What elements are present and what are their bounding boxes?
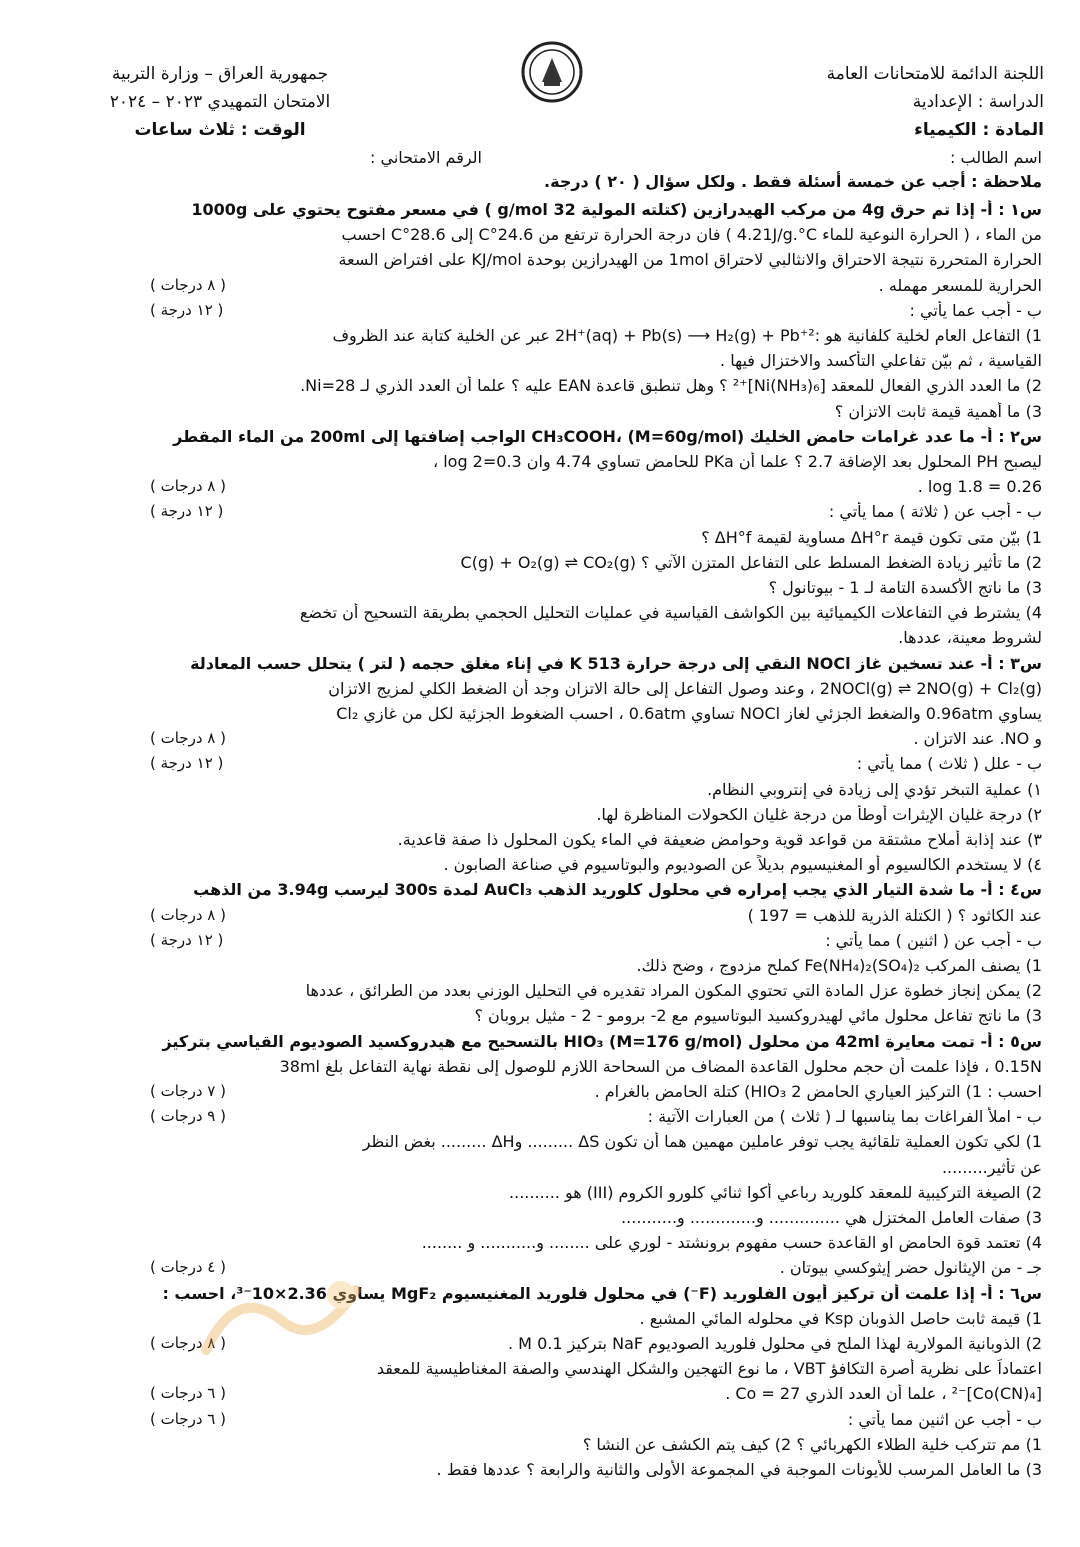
exam-number-label: الرقم الامتحاني :: [370, 148, 482, 167]
marks-label: ( ٨ درجات ): [150, 729, 226, 748]
question-line: 1) لكي تكون العملية تلقائية يجب توفر عاملين مهمين هما أن تكون ΔS ......... وΔH ......... بغض النظر: [362, 1132, 1042, 1152]
question-line: احسب : 1) التركيز العياري الحامض HIO₃ 2) كتلة الحامض بالغرام .: [594, 1082, 1042, 1101]
question-line: 2) ما العدد الذري الفعال للمعقد [Ni(NH₃)₆]⁺² ؟ وهل تنطبق قاعدة EAN عليه ؟ علما أن العدد الذري لـ Ni=28.: [300, 376, 1042, 396]
question-line: س٢ : أ- ما عدد غرامات حامض الخليك CH₃COOH، (M=60g/mol) الواجب إضافتها إلى 200ml من الماء المقطر: [173, 426, 1042, 446]
question-line: س٣ : أ- عند تسخين غاز NOCl النقي إلى درجة حرارة 513 K في إناء مغلق حجمه ( لتر ) يتحلل حسب المعادلة: [190, 653, 1042, 673]
question-line: عند الكاثود ؟ ( الكتلة الذرية للذهب = 197 ): [747, 905, 1042, 925]
committee-name: اللجنة الدائمة للامتحانات العامة: [826, 64, 1044, 84]
marks-label: ( ٨ درجات ): [150, 275, 226, 294]
question-line: 3) ما العامل المرسب للأيونات الموجبة في المجموعة الأولى والثانية والرابعة ؟ عددها فقط .: [436, 1460, 1042, 1479]
question-line: ٢) درجة غليان الإيثرات أوطأ من درجة غليان الكحولات المناظرة لها.: [596, 804, 1042, 824]
question-line: [Co(CN)₄]⁻² ، علما أن العدد الذري Co = 27 .: [725, 1384, 1042, 1404]
marks-label: ( ٩ درجات ): [150, 1107, 226, 1126]
question-line: log 1.8 = 0.26 .: [917, 477, 1042, 497]
marks-label: ( ١٢ درجة ): [150, 300, 224, 319]
question-line: لشروط معينة، عددها.: [898, 628, 1042, 648]
marks-label: ( ٤ درجات ): [150, 1258, 226, 1277]
marks-label: ( ٧ درجات ): [150, 1082, 226, 1100]
study-level: الدراسة : الإعدادية: [912, 92, 1044, 112]
subject: المادة : الكيمياء: [914, 120, 1044, 140]
exam-time: الوقت : ثلاث ساعات: [134, 120, 306, 140]
question-line: 2) الصيغة التركيبية للمعقد كلوريد رباعي أكوا ثنائي كلورو الكروم (III) هو ..........: [509, 1182, 1042, 1202]
question-line: ٤) لا يستخدم الكالسيوم أو المغنيسيوم بديلاً عن الصوديوم والبوتاسيوم في صناعة الصابون .: [443, 855, 1042, 875]
marks-label: ( ١٢ درجة ): [150, 754, 224, 773]
question-line: ١) عملية التبخر تؤدي إلى زيادة في إنتروبي النظام.: [707, 779, 1042, 799]
exam-note: ملاحظة : أجب عن خمسة أسئلة فقط . ولكل سؤال ( ٢٠ ) درجة.: [544, 172, 1042, 191]
question-line: جـ - من الإيثانول حضر إيثوكسي بيوتان .: [779, 1258, 1042, 1278]
question-line: 3) ما ناتج الأكسدة التامة لـ 1 - بيوتانول ؟: [768, 578, 1042, 597]
question-line: 1) يصنف المركب Fe(NH₄)₂(SO₄)₂ كملح مزدوج ، وضح ذلك.: [636, 956, 1042, 975]
question-line: 1) التفاعل العام لخلية كلفانية هو :2H⁺(aq) + Pb(s) ⟶ H₂(g) + Pb⁺² عبر عن الخلية كتابة عند الظروف: [332, 326, 1042, 345]
question-line: 3) ما أهمية قيمة ثابت الاتزان ؟: [834, 401, 1042, 421]
question-line: 2NOCl(g) ⇌ 2NO(g) + Cl₂(g) ، وعند وصول التفاعل إلى حالة الاتزان وجد أن الضغط الكلي لمزيج الاتزان: [328, 678, 1042, 698]
marks-label: ( ٨ درجات ): [150, 477, 226, 496]
question-line: س٥ : أ- تمت معايرة 42ml من محلول HIO₃ (M=176 g/mol) بالتسحيح مع هيدروكسيد الصوديوم القياسي بتركيز: [162, 1031, 1042, 1051]
question-line: س١ : أ- إذا تم حرق 4g من مركب الهيدرازين (كتلته المولية 32 g/mol ) في مسعر مفتوح يحتوي على 1000g: [191, 200, 1042, 219]
question-line: 2) يمكن إنجاز خطوة عزل المادة التي تحتوي المكون المراد تقديره في التحليل الوزني بعدد من الطرائق ، عددها: [305, 981, 1042, 1001]
question-line: س٦ : أ- إذا علمت أن تركيز أيون الفلوريد (F⁻) في محلول فلوريد المغنيسيوم MgF₂ يساوي 2.36×10⁻³، احسب :: [162, 1283, 1042, 1303]
question-line: اعتماداً على نظرية أصرة التكافؤ VBT ، ما نوع التهجين والشكل الهندسي والصفة المغناطيسية للمعقد: [376, 1359, 1042, 1379]
question-line: 2) الذوبانية المولارية لهذا الملح في محلول فلوريد الصوديوم NaF بتركيز 0.1 M .: [508, 1334, 1042, 1353]
question-line: ب - علل ( ثلاث ) مما يأتي :: [856, 754, 1042, 774]
question-line: 0.15N ، فإذا علمت أن حجم محلول القاعدة المضاف من السحاحة اللازم للوصول إلى نقطة نهاية التفاعل بلغ 38ml: [279, 1056, 1042, 1076]
marks-label: ( ١٢ درجة ): [150, 930, 224, 949]
question-line: عن تأثير.........: [941, 1157, 1042, 1177]
student-name-label: اسم الطالب :: [950, 148, 1042, 167]
question-line: ليصبح PH المحلول بعد الإضافة 2.7 ؟ علما أن PKa للحامض تساوي 4.74 وان log 2=0.3 ،: [432, 452, 1042, 471]
exam-title: الامتحان التمهيدي ٢٠٢٣ – ٢٠٢٤: [109, 92, 331, 112]
question-line: 3) صفات العامل المختزل هي .............. و............. و...........: [621, 1208, 1042, 1227]
question-line: ب - أجب عن اثنين مما يأتي :: [847, 1409, 1042, 1429]
emblem-icon: [520, 40, 584, 104]
question-line: 1) بيّن متى تكون قيمة ΔH°r مساوية لقيمة ΔH°f ؟: [701, 527, 1042, 547]
question-line: ب - املأ الفراغات بما يناسبها لـ ( ثلاث ) من العبارات الآتية :: [647, 1107, 1042, 1127]
question-line: يساوي 0.96atm والضغط الجزئي لغاز NOCl تساوي 0.6atm ، احسب الضغوط الجزئية لكل من غازي Cl₂: [336, 704, 1042, 723]
question-line: 2) ما تأثير زيادة الضغط المسلط على التفاعل المتزن الآتي ؟ C(g) + O₂(g) ⇌ CO₂(g): [460, 552, 1042, 572]
question-line: س٤ : أ- ما شدة التيار الذي يجب إمراره في محلول كلوريد الذهب AuCl₃ لمدة 300s ليرسب 3.94g من الذهب: [193, 880, 1042, 900]
question-line: 1) مم تتركب خلية الطلاء الكهربائي ؟ 2) كيف يتم الكشف عن النشا ؟: [582, 1434, 1042, 1454]
question-line: 4) يشترط في التفاعلات الكيميائية بين الكواشف القياسية في عمليات التحليل الحجمي بطريقة التسحيح أن تخضع: [299, 603, 1042, 623]
question-line: الحرارة المتحررة نتيجة الاحتراق والانثالبي لاحتراق 1mol من الهيدرازين بوحدة KJ/mol على افتراض السعة: [338, 250, 1042, 270]
header-right: [714, 60, 1044, 144]
question-line: ٣) عند إذابة أملاح مشتقة من قواعد قوية وحوامض ضعيفة في الماء يكون المحلول ذا صفة قاعدية.: [397, 830, 1042, 849]
question-line: ب - أجب عما يأتي :: [909, 300, 1042, 320]
question-line: ب - أجب عن ( ثلاثة ) مما يأتي :: [828, 502, 1042, 522]
question-line: القياسية ، ثم بيّن تفاعلي التأكسد والاختزال فيها .: [720, 351, 1042, 371]
question-line: ب - أجب عن ( اثنين ) مما يأتي :: [825, 930, 1042, 950]
marks-label: ( ٦ درجات ): [150, 1384, 226, 1403]
header-left: [70, 60, 370, 144]
question-line: الحرارية للمسعر مهمله .: [878, 275, 1042, 295]
question-line: 3) ما ناتج تفاعل محلول مائي لهيدروكسيد البوتاسيوم مع 2- برومو - 2 - مثيل بروبان ؟: [474, 1006, 1042, 1026]
watermark-logo: [196, 1265, 366, 1370]
republic-ministry: جمهورية العراق – وزارة التربية: [111, 64, 329, 84]
marks-label: ( ٨ درجات ): [150, 1334, 226, 1352]
marks-label: ( ٦ درجات ): [150, 1409, 226, 1428]
question-line: من الماء ، ( الحرارة النوعية للماء 4.21J/g.°C ) فان درجة الحرارة ترتفع من 24.6°C إلى 28.6°C احسب: [341, 225, 1042, 245]
question-line: 1) قيمة ثابت حاصل الذوبان Ksp في محلوله المائي المشبع .: [639, 1308, 1042, 1328]
marks-label: ( ٨ درجات ): [150, 905, 226, 924]
marks-label: ( ١٢ درجة ): [150, 502, 224, 521]
question-line: و NO. عند الاتزان .: [913, 729, 1042, 749]
question-line: 4) تعتمد قوة الحامض او القاعدة حسب مفهوم برونشتد - لوري على ........ و........... و ........: [421, 1233, 1042, 1253]
